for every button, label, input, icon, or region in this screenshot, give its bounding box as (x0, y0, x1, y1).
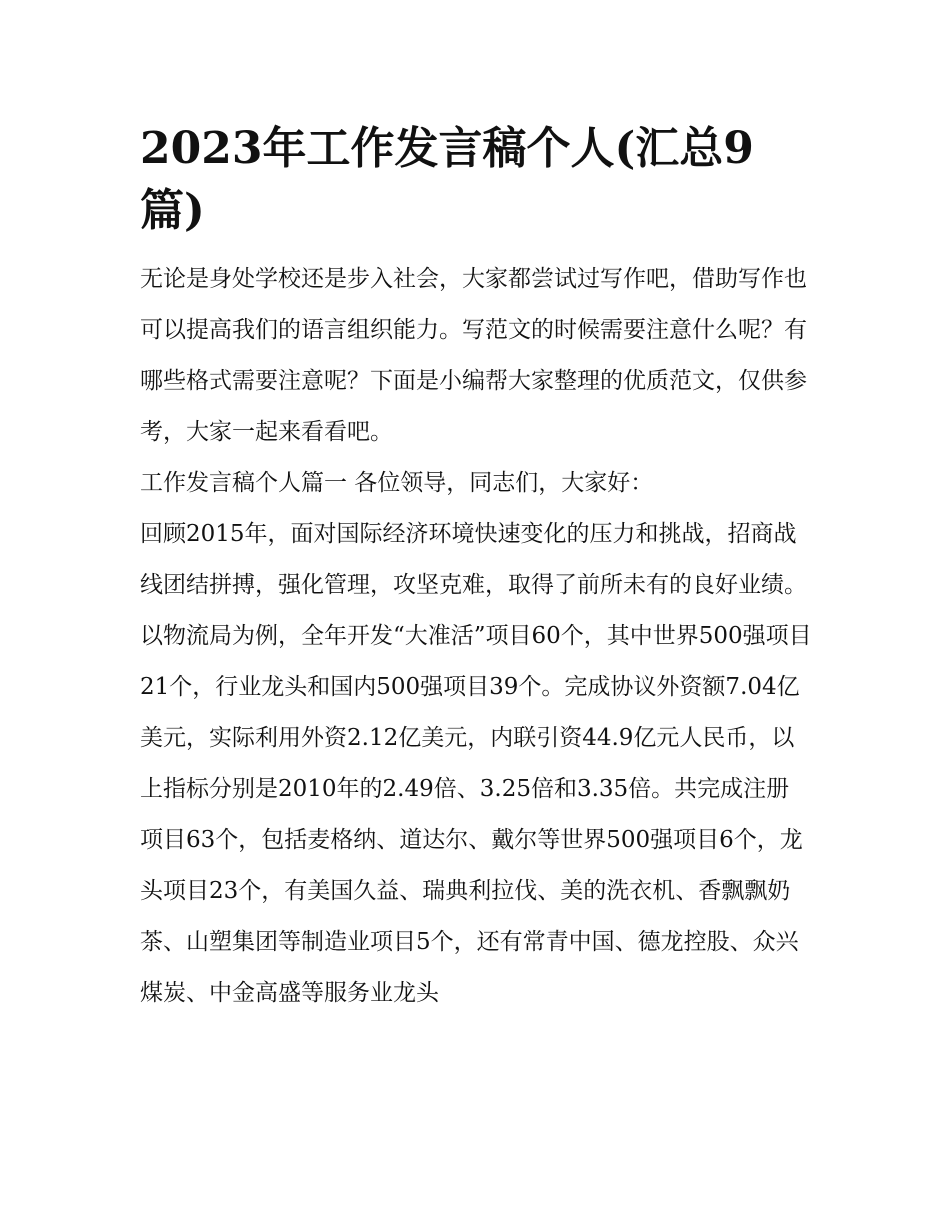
paragraph-intro: 无论是身处学校还是步入社会，大家都尝试过写作吧，借助写作也可以提高我们的语言组织能力。写范文的时候需要注意什么呢？有哪些格式需要注意呢？下面是小编帮大家整理的优质范文，仅供参考，大家一起来看看吧。 (140, 266, 807, 445)
paragraph-logistics: 以物流局为例，全年开发“大准活”项目60个，其中世界500强项目21个，行业龙头和国内500强项目39个。完成协议外资额7.04亿美元，实际利用外资2.12亿美元，内联引资44.9亿元人民币，以上指标分别是2010年的2.49倍、3.25倍和3.35倍。共完成注册项目63个，包括麦格纳、道达尔、戴尔等世界500强项目6个，龙头项目23个，有美国久益、瑞典利拉伐、美的洗衣机、香飘飘奶茶、山塑集团等制造业项目5个，还有常青中国、德龙控股、众兴煤炭、中金高盛等服务业龙头 (140, 623, 812, 1006)
document-title: 2023年工作发言稿个人(汇总9篇) (140, 123, 754, 236)
document-body (140, 254, 812, 1019)
document-page (140, 0, 812, 1019)
paragraph-greeting: 工作发言稿个人篇一 各位领导，同志们，大家好： (140, 470, 654, 496)
paragraph-review: 回顾2015年，面对国际经济环境快速变化的压力和挑战，招商战线团结拼搏，强化管理，攻坚克难，取得了前所未有的良好业绩。 (140, 521, 807, 598)
